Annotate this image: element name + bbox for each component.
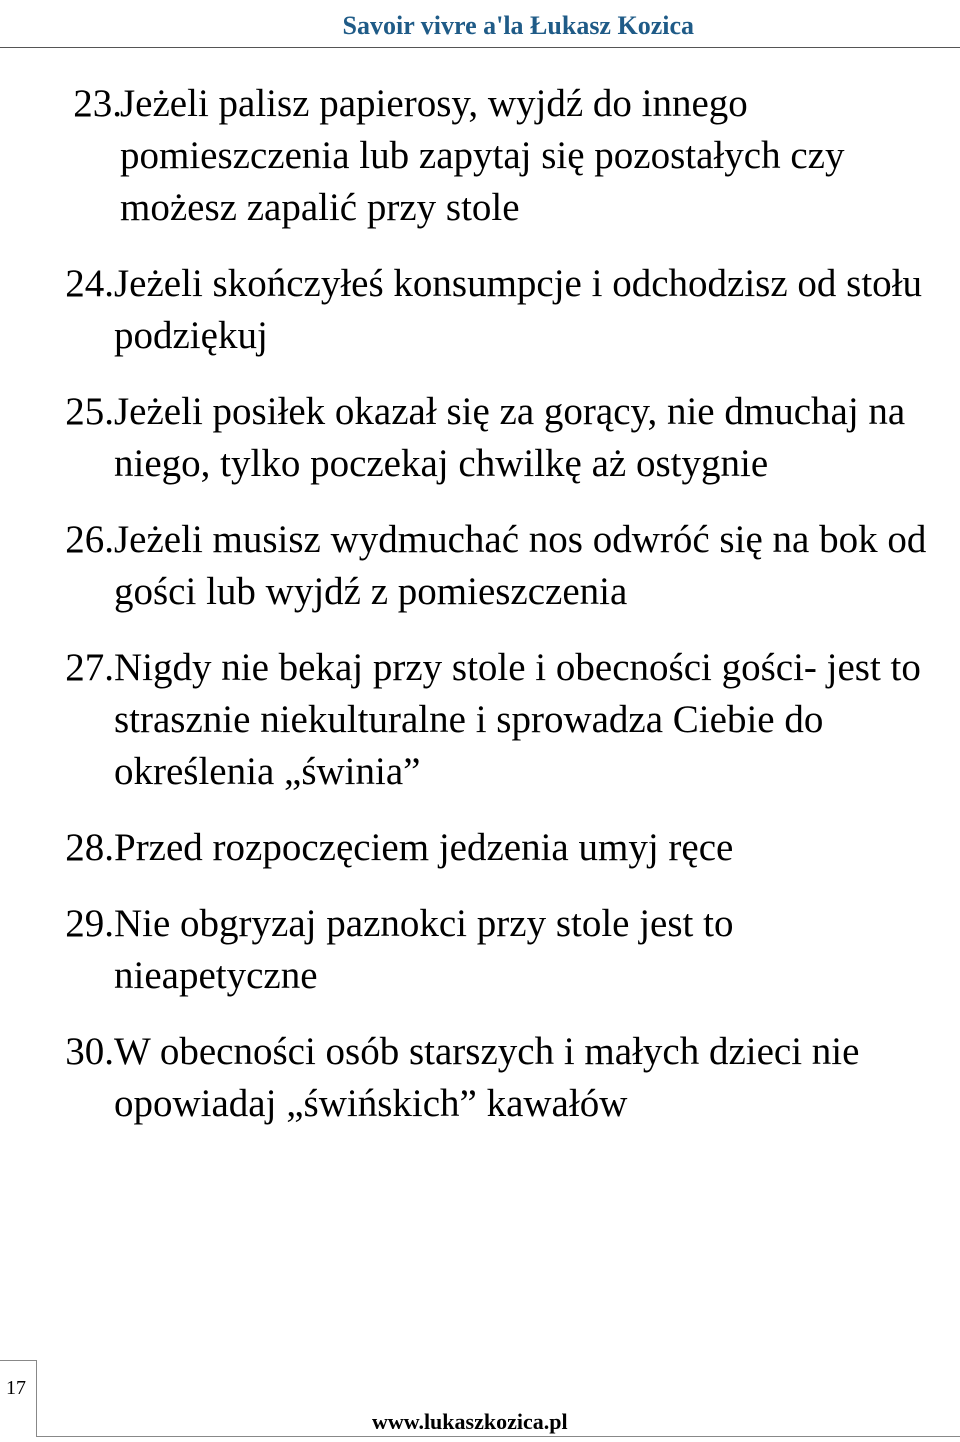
list-item-number: 24. [65, 262, 114, 305]
list-item [0, 514, 960, 618]
list-item-text: Nigdy nie bekaj przy stole i obecności gości- jest to strasznie niekulturalne i sprowadza Ciebie do określenia „świnia” [114, 646, 921, 793]
list-item [0, 78, 960, 234]
list-item-number: 26. [65, 518, 114, 561]
page-header [0, 0, 960, 50]
header-divider [0, 47, 960, 48]
list-item [0, 386, 960, 490]
list-item-number: 28. [65, 826, 114, 869]
list-item [0, 258, 960, 362]
list-item-text: Jeżeli skończyłeś konsumpcje i odchodzisz od stołu podziękuj [114, 262, 922, 357]
footer-divider [36, 1436, 960, 1437]
page-number: 17 [6, 1377, 26, 1399]
list-item-text: Jeżeli musisz wydmuchać nos odwróć się na bok od gości lub wyjdź z pomieszczenia [114, 518, 927, 613]
list-item-text: Nie obgryzaj paznokci przy stole jest to nieapetyczne [114, 902, 734, 997]
etiquette-list [0, 78, 960, 1154]
list-item-number: 23. [73, 82, 122, 125]
list-item-text: Jeżeli palisz papierosy, wyjdź do innego pomieszczenia lub zapytaj się pozostałych czy możesz zapalić przy stole [120, 82, 845, 229]
list-item-text: W obecności osób starszych i małych dzieci nie opowiadaj „świńskich” kawałów [114, 1030, 860, 1125]
list-item-number: 29. [65, 902, 114, 945]
list-item-text: Jeżeli posiłek okazał się za gorący, nie dmuchaj na niego, tylko poczekaj chwilkę aż ostygnie [114, 390, 906, 485]
list-item-number: 30. [65, 1030, 114, 1073]
list-item-number: 25. [65, 390, 114, 433]
list-item [0, 1026, 960, 1130]
list-item [0, 822, 960, 874]
list-item-number: 27. [65, 646, 114, 689]
list-item [0, 898, 960, 1002]
list-item-text: Przed rozpoczęciem jedzenia umyj ręce [114, 826, 734, 869]
footer-url: www.lukaszkozica.pl [372, 1409, 568, 1434]
header-title: Savoir vivre a'la Łukasz Kozica [342, 11, 694, 40]
list-item [0, 642, 960, 798]
